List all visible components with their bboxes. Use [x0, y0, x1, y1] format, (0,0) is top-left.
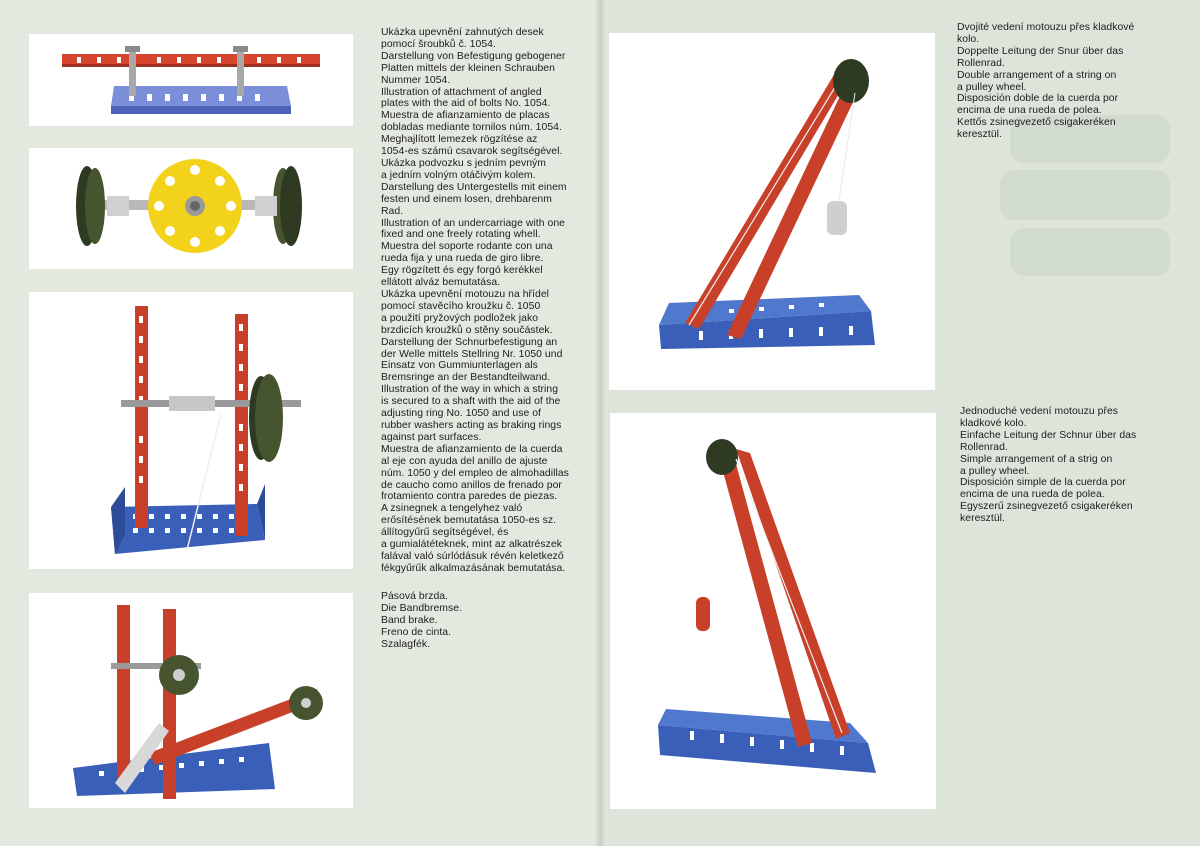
caption-line: fixed and one freely rotating whell.	[381, 229, 541, 241]
caption-line: ellátott alváz bemutatása.	[381, 277, 501, 289]
caption-line: encima de una rueda de polea.	[960, 489, 1105, 501]
caption-line: kladkové kolo.	[960, 417, 1027, 429]
caption-double-pulley	[957, 22, 1177, 141]
caption-line: Band brake.	[381, 614, 438, 626]
caption-line: der Welle mittels Stellring Nr. 1050 und	[381, 348, 563, 360]
caption-line: fékgyűrűk alkalmazásának bemutatása.	[381, 562, 566, 574]
caption-line: Doppelte Leitung der Snur über das	[957, 45, 1124, 57]
caption-line: brzdicích kroužků o stěny součástek.	[381, 324, 553, 336]
caption-line: frotamiento contra paredes de piezas.	[381, 491, 558, 503]
caption-line: Meghajlított lemezek rögzítése az	[381, 134, 538, 146]
caption-line: Illustration of attachment of angled	[381, 86, 542, 98]
caption-line: Muestra de afianzamiento de la cuerda	[381, 443, 563, 455]
caption-line: against part surfaces.	[381, 431, 482, 443]
string-shaft-model-icon	[29, 292, 353, 569]
caption-line: Disposición doble de la cuerda por	[957, 93, 1119, 105]
caption-line: encima de una rueda de polea.	[957, 105, 1102, 117]
caption-line: keresztül.	[960, 513, 1005, 525]
page-gutter	[596, 0, 604, 846]
caption-simple-pulley	[960, 406, 1180, 525]
caption-line: Darstellung von Befestigung gebogener	[381, 50, 566, 62]
caption-line: pomocí šroubků č. 1054.	[381, 38, 496, 50]
caption-line: Ukázka upevnění motouzu na hřídel	[381, 289, 550, 300]
caption-line: Ukázka podvozku s jedním pevným	[381, 158, 546, 169]
photo-undercarriage	[29, 148, 353, 269]
caption-line: adjusting ring No. 1050 and use of	[381, 408, 541, 420]
caption-line: Dvojité vedení motouzu přes kladkové	[957, 22, 1135, 33]
caption-line: Jednoduché vedení motouzu přes	[960, 406, 1119, 417]
caption-line: Darstellung der Schnurbefestigung an	[381, 336, 558, 348]
caption-line: állítogyűrű segítségével, és	[381, 527, 509, 539]
caption-string-shaft	[381, 289, 593, 575]
caption-band-brake	[381, 591, 593, 651]
caption-line: a pulley wheel.	[960, 465, 1030, 477]
double-pulley-crane-model-icon	[609, 33, 935, 390]
caption-line: rueda fija y una rueda de giro libre.	[381, 253, 544, 265]
caption-line: a jedním volným otáčivým kolem.	[381, 169, 536, 181]
caption-line: Szalagfék.	[381, 638, 431, 650]
caption-line: Illustration of an undercarriage with one	[381, 217, 565, 229]
caption-line: núm. 1050 y del empleo de almohadillas	[381, 467, 569, 479]
caption-line: 1054-es számú csavarok segítségével.	[381, 146, 563, 158]
simple-pulley-crane-model-icon	[610, 413, 936, 809]
caption-line: Einfache Leitung der Schnur über das	[960, 429, 1137, 441]
caption-line: pomocí stavěcího kroužku č. 1050	[381, 300, 541, 312]
caption-line: dobladas mediante tornilos núm. 1054.	[381, 122, 562, 134]
caption-line: rubber washers acting as braking rings	[381, 419, 562, 431]
caption-line: Muestra del soporte rodante con una	[381, 241, 553, 253]
caption-line: festen und einem losen, drehbarenm	[381, 193, 552, 205]
caption-line: Rad.	[381, 205, 404, 217]
photo-band-brake	[29, 593, 353, 808]
caption-line: al eje con ayuda del anillo de ajuste	[381, 455, 548, 467]
caption-line: falával való súrlódásuk révén keletkező	[381, 550, 564, 562]
caption-line: Simple arrangement of a strig on	[960, 453, 1113, 465]
caption-line: keresztül.	[957, 129, 1002, 141]
caption-line: Rollenrad.	[957, 57, 1005, 69]
caption-line: plates with the aid of bolts No. 1054.	[381, 98, 551, 110]
caption-line: Double arrangement of a string on	[957, 69, 1117, 81]
caption-line: a použití pryžových podložek jako	[381, 312, 539, 324]
angled-plates-model-icon	[29, 34, 353, 126]
caption-line: Einsatz von Gummiunterlagen als	[381, 360, 538, 372]
photo-simple-pulley	[610, 413, 936, 809]
caption-line: Egyszerű zsinegvezető csigakeréken	[960, 501, 1133, 513]
caption-angled-plates	[381, 27, 593, 158]
caption-line: Illustration of the way in which a string	[381, 384, 559, 396]
caption-line: a gumialátéteknek, mint az alkatrészek	[381, 539, 562, 551]
caption-line: a pulley wheel.	[957, 81, 1027, 93]
undercarriage-model-icon	[29, 148, 353, 269]
caption-line: Pásová brzda.	[381, 591, 449, 602]
caption-line: Ukázka upevnění zahnutých desek	[381, 27, 544, 38]
photo-angled-plates	[29, 34, 353, 126]
caption-line: Egy rögzített és egy forgó kerékkel	[381, 265, 543, 277]
caption-line: Kettős zsinegvezető csigakeréken	[957, 117, 1116, 129]
caption-line: Die Bandbremse.	[381, 602, 463, 614]
photo-double-pulley	[609, 33, 935, 390]
caption-line: Platten mittels der kleinen Schrauben	[381, 62, 555, 74]
caption-line: Darstellung des Untergestells mit einem	[381, 181, 567, 193]
caption-line: Freno de cinta.	[381, 626, 452, 638]
caption-undercarriage	[381, 158, 593, 289]
caption-line: de caucho como anillos de frenado por	[381, 479, 562, 491]
caption-line: is secured to a shaft with the aid of the	[381, 396, 561, 408]
caption-line: erősítésének bemutatása 1050-es sz.	[381, 515, 557, 527]
caption-line: Nummer 1054.	[381, 74, 451, 86]
photo-string-shaft	[29, 292, 353, 569]
caption-line: kolo.	[957, 33, 980, 45]
caption-line: Disposición simple de la cuerda por	[960, 477, 1126, 489]
caption-line: A zsinegnek a tengelyhez való	[381, 503, 523, 515]
caption-line: Muestra de afianzamiento de placas	[381, 110, 550, 122]
band-brake-model-icon	[29, 593, 353, 808]
caption-line: Bremsringe an der Bestandteilwand.	[381, 372, 551, 384]
caption-line: Rollenrad.	[960, 441, 1008, 453]
